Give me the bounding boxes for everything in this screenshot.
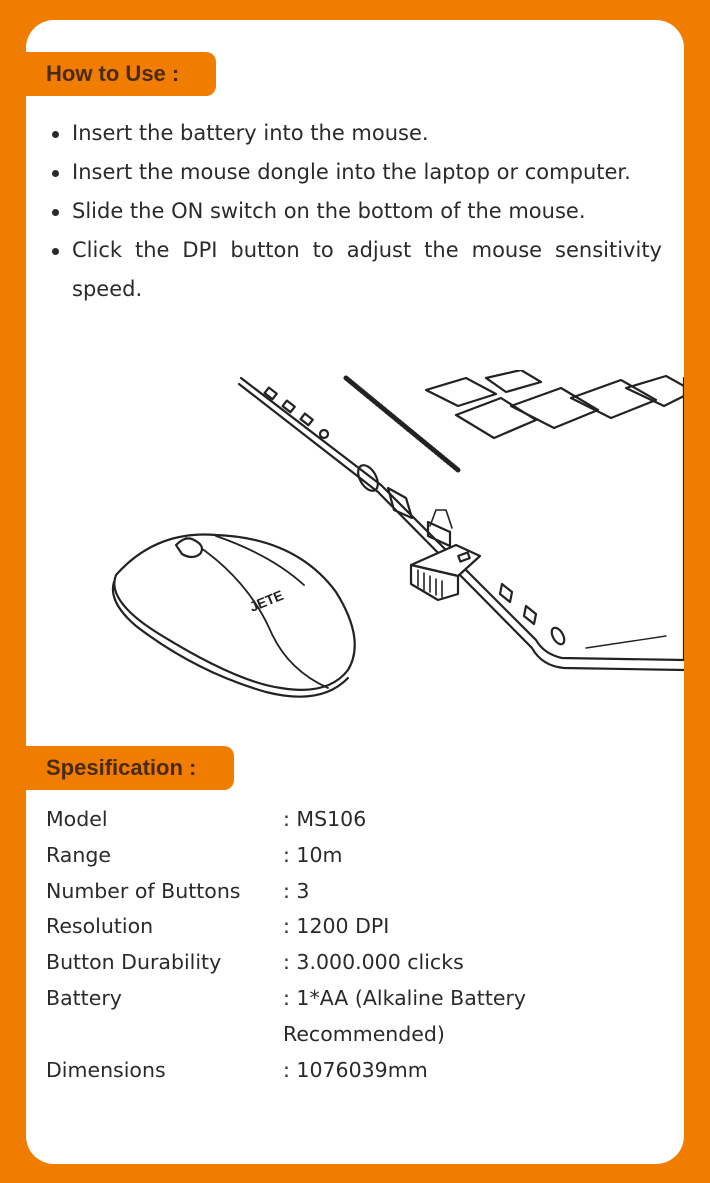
table-row: [46, 1053, 643, 1089]
step-item: Insert the mouse dongle into the laptop or computer.: [48, 153, 662, 192]
spec-value: : 1200 DPI: [283, 914, 390, 939]
spec-label: Battery: [46, 985, 122, 1010]
table-row: [46, 981, 643, 1053]
mouse-illustration: [113, 535, 355, 697]
table-row: [46, 945, 643, 981]
spec-label: Resolution: [46, 914, 154, 939]
spec-label: Button Durability: [46, 950, 222, 975]
table-row: [46, 802, 643, 838]
spec-label: Number of Buttons: [46, 878, 241, 903]
step-item: Insert the battery into the mouse.: [48, 114, 662, 153]
table-row: [46, 838, 643, 874]
mouse-laptop-illustration: [66, 370, 684, 710]
mouse-brand-label: JETE: [247, 586, 286, 615]
how-to-use-heading: How to Use :: [26, 52, 216, 96]
spec-value: : 3: [283, 878, 310, 903]
spec-value: : 1076039mm: [283, 1057, 428, 1082]
spec-value: : 10m: [283, 842, 343, 867]
spec-label: Dimensions: [46, 1057, 166, 1082]
how-to-use-steps: [48, 114, 662, 309]
spec-label: Model: [46, 807, 108, 831]
manual-card: [26, 20, 684, 1164]
specification-heading: Spesification :: [26, 746, 234, 790]
spec-value: : 3.000.000 clicks: [283, 950, 464, 975]
step-item: Slide the ON switch on the bottom of the mouse.: [48, 192, 662, 231]
spec-label: Range: [46, 842, 111, 867]
step-item: Click the DPI button to adjust the mouse sensitivity speed.: [48, 231, 662, 309]
spec-value: : 1*AA (Alkaline Battery Recommended): [283, 985, 527, 1046]
specification-table: [46, 802, 643, 1088]
table-row: [46, 909, 643, 945]
table-row: [46, 874, 643, 910]
spec-value: : MS106: [283, 807, 367, 831]
